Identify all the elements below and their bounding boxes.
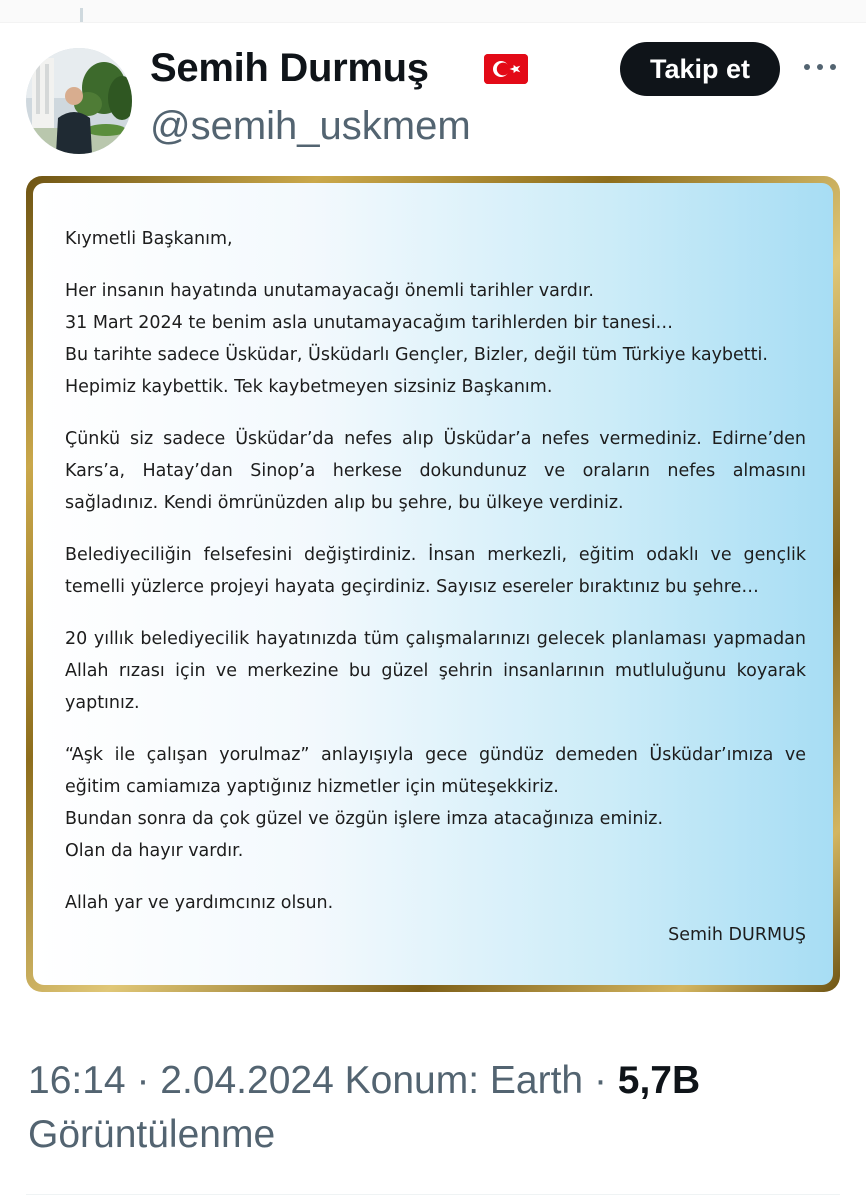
follow-button[interactable]: Takip et xyxy=(620,42,780,96)
letter-closing: Allah yar ve yardımcınız olsun. xyxy=(65,893,334,913)
more-dots-icon[interactable] xyxy=(800,52,840,82)
letter-paragraph-1 xyxy=(65,275,806,403)
letter-paragraph-2: Çünkü siz sadece Üsküdar’da nefes alıp Üsküdar’a nefes vermediniz. Edirne’den Kars’a, Hatay’dan Sinop’a herkese dokundunuz ve oraların nefes almasını sağladınız. Kendi ömrünüzden alıp bu şehre, bu ülkeye verdiniz. xyxy=(65,429,806,513)
avatar-photo xyxy=(26,48,132,154)
letter-greeting: Kıymetli Başkanım, xyxy=(65,229,233,249)
letter-line: Bundan sonra da çok güzel ve özgün işlere imza atacağınıza eminiz. xyxy=(65,809,664,829)
turkey-flag-icon xyxy=(484,54,528,84)
bottom-divider xyxy=(26,1194,840,1195)
top-marker xyxy=(80,8,83,22)
letter-line: Her insanın hayatında unutamayacağı önemli tarihler vardır. xyxy=(65,281,594,301)
tweet-location: Konum: Earth xyxy=(344,1059,584,1102)
tweet-meta: 16:14 · 2.04.2024 Konum: Earth · 5,7B Görüntülenme xyxy=(28,1059,701,1156)
top-divider xyxy=(0,0,866,23)
letter-line: “Aşk ile çalışan yorulmaz” anlayışıyla gece gündüz demeden Üsküdar’ımıza ve eğitim camiamıza yaptığınız hizmetler için müteşekkiriz. xyxy=(65,745,806,797)
view-count: 5,7B xyxy=(617,1059,701,1102)
author-name[interactable]: Semih Durmuş xyxy=(150,46,429,90)
letter-line: Hepimiz kaybettik. Tek kaybetmeyen sizsiniz Başkanım. xyxy=(65,377,553,397)
letter-paragraph-5 xyxy=(65,739,806,867)
views-label: Görüntülenme xyxy=(28,1113,276,1156)
letter-line: 31 Mart 2024 te benim asla unutamayacağım tarihlerden bir tanesi… xyxy=(65,313,674,333)
avatar[interactable] xyxy=(26,48,132,154)
letter-paragraph-4: 20 yıllık belediyecilik hayatınızda tüm çalışmalarınızı gelecek planlaması yapmadan Allah rızası için ve merkezine bu güzel şehrin insanlarının mutluluğunu koyarak yaptınız. xyxy=(65,629,806,713)
author-handle[interactable]: @semih_uskmem xyxy=(150,104,471,148)
letter-line: Bu tarihte sadece Üsküdar, Üsküdarlı Gençler, Bizler, değil tüm Türkiye kaybetti. xyxy=(65,345,768,365)
letter-signature: Semih DURMUŞ xyxy=(668,925,806,945)
letter-image-frame[interactable] xyxy=(26,176,840,992)
letter-body xyxy=(33,183,833,985)
letter-paragraph-3: Belediyeciliğin felsefesini değiştirdiniz. İnsan merkezli, eğitim odaklı ve gençlik temelli yüzlerce projeyi hayata geçirdiniz. Sayısız esereler bıraktınız bu şehre… xyxy=(65,545,806,597)
tweet-time[interactable]: 16:14 xyxy=(28,1059,126,1102)
tweet-date[interactable]: 2.04.2024 xyxy=(160,1059,334,1102)
letter-line: Olan da hayır vardır. xyxy=(65,841,244,861)
